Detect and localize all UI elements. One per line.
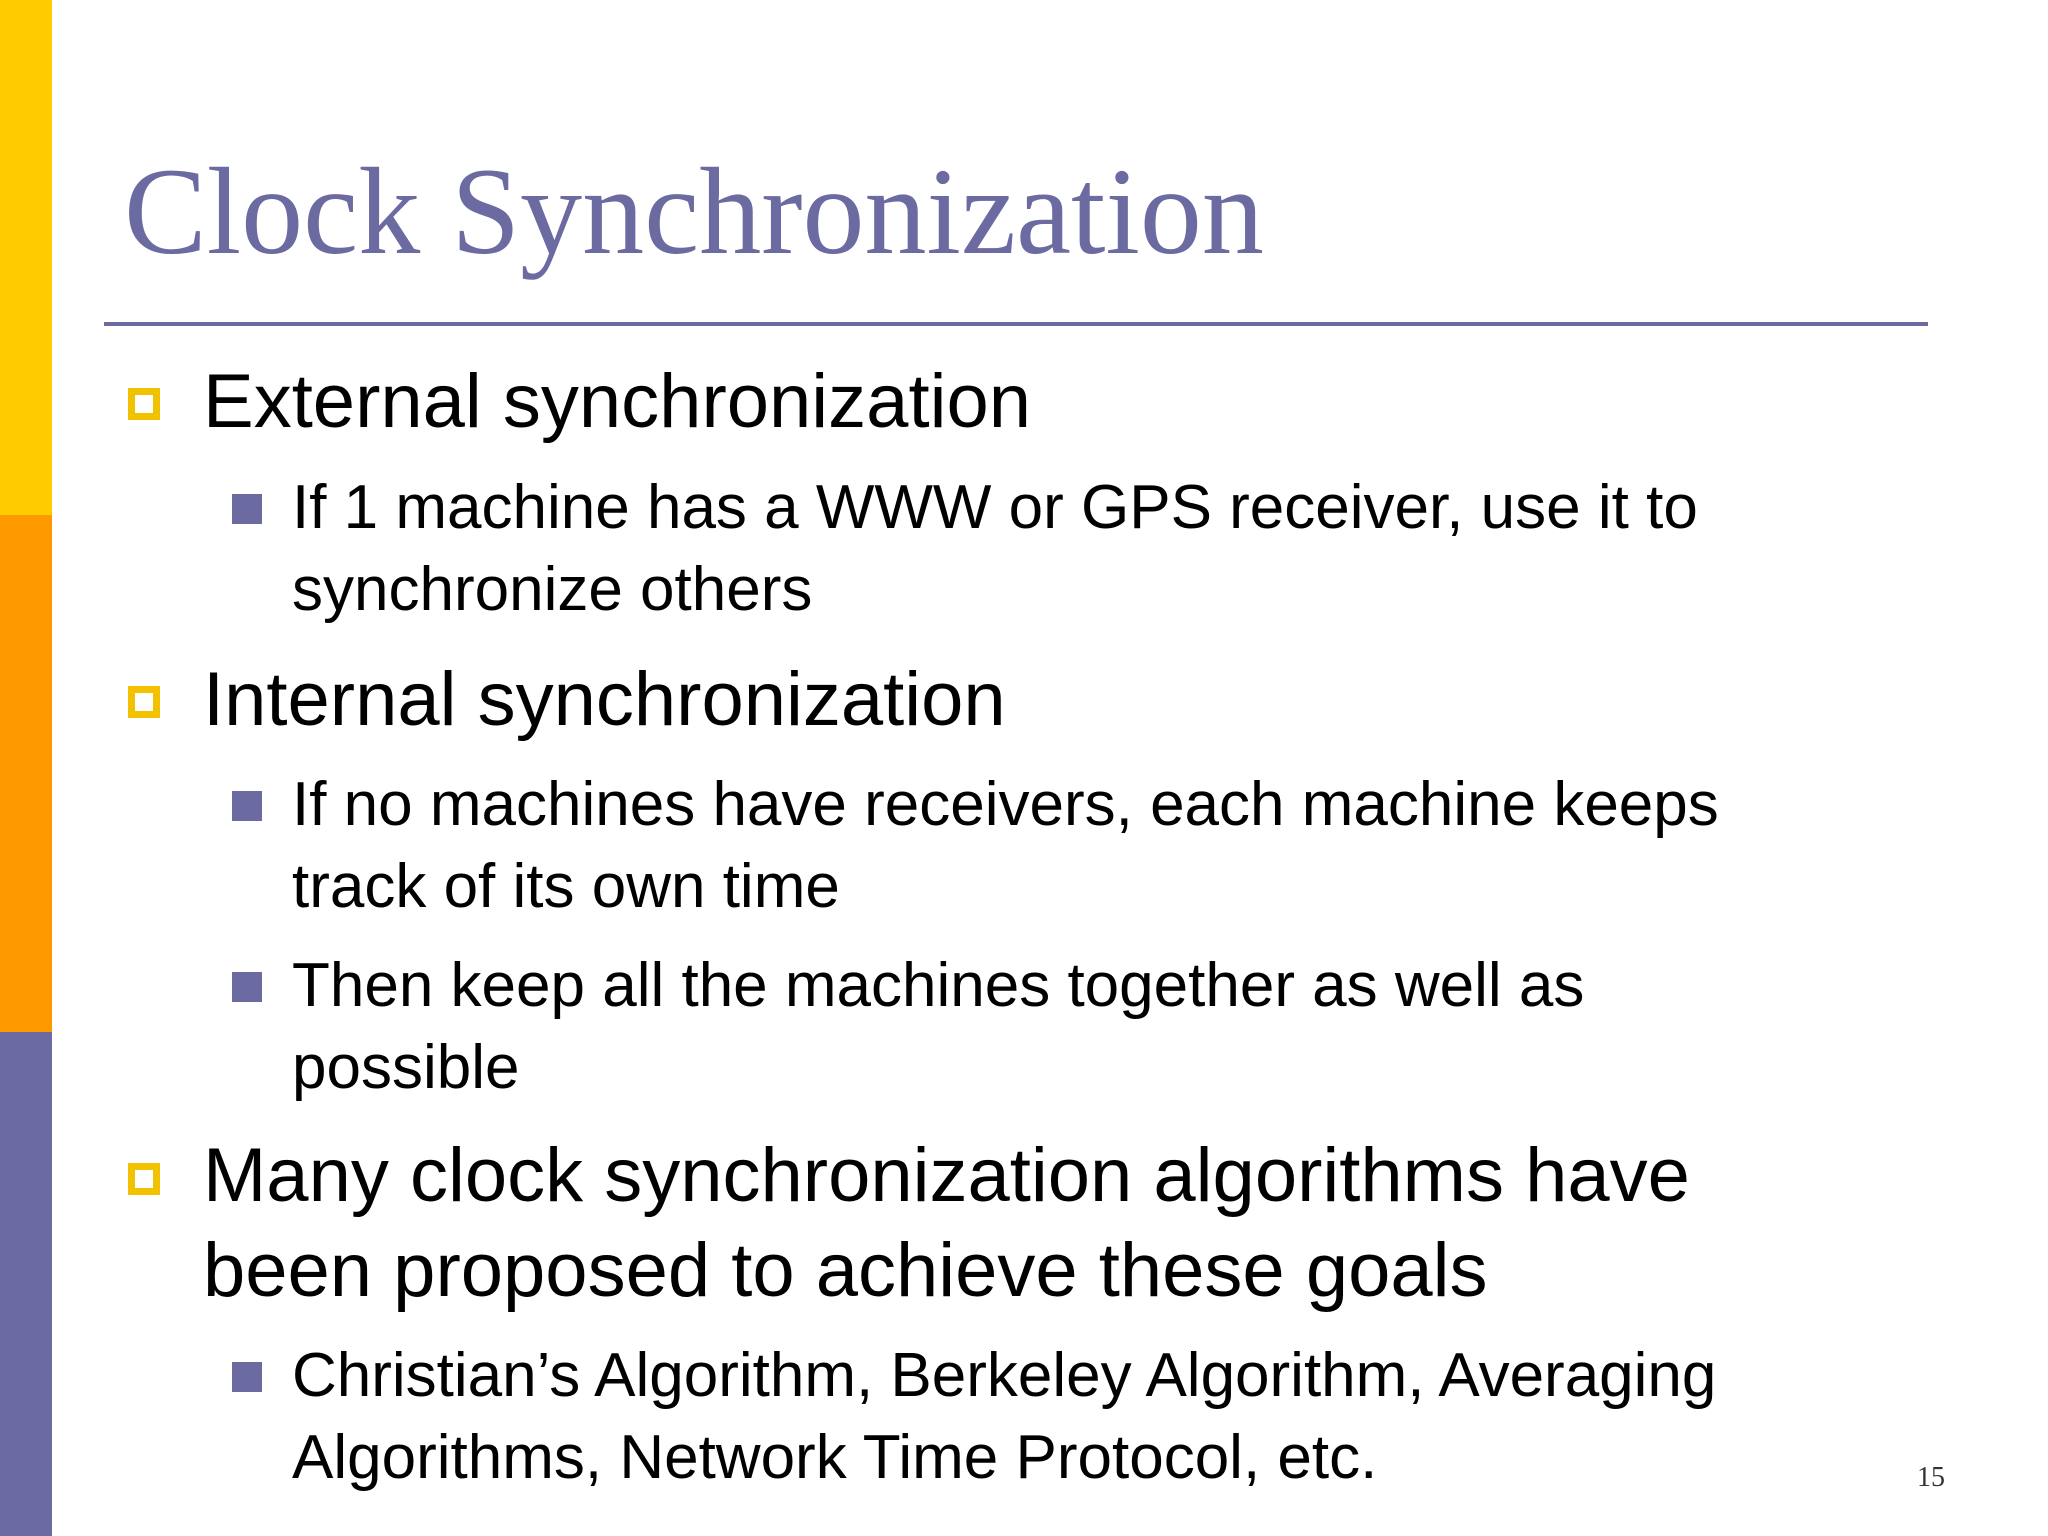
sidebar-accent: [0, 0, 52, 1536]
sidebar-segment-blue: [0, 1032, 52, 1536]
bullet-marker-internal: [128, 686, 160, 718]
sub-bullet-text-line: If 1 machine has a WWW or GPS receiver, use it to: [292, 473, 1698, 542]
sub-bullet-text-line: Algorithms, Network Time Protocol, etc.: [292, 1423, 1378, 1492]
sub-bullet-text-line: track of its own time: [292, 852, 840, 921]
bullet-marker-external: [128, 388, 160, 420]
sidebar-segment-orange: [0, 515, 52, 1032]
sub-bullet-text-line: possible: [292, 1033, 520, 1102]
sub-bullet-text-line: Then keep all the machines together as well as: [292, 951, 1585, 1020]
sidebar-segment-yellow: [0, 0, 52, 515]
sub-bullet-text-line: If no machines have receivers, each machine keeps: [292, 770, 1719, 839]
title-divider: [104, 322, 1928, 326]
slide-title: Clock Synchronization: [124, 143, 1264, 280]
sub-bullet-marker: [232, 972, 262, 1002]
sub-bullet-text-line: Christian’s Algorithm, Berkeley Algorithm, Averaging: [292, 1341, 1717, 1410]
page-number: 15: [1917, 1462, 1945, 1493]
bullet-marker-algorithms: [128, 1163, 160, 1195]
bullet-internal-synchronization: Internal synchronization: [203, 657, 1006, 742]
bullet-external-synchronization: External synchronization: [203, 359, 1031, 444]
sub-bullet-text-line: synchronize others: [292, 555, 813, 624]
bullet-algorithms-text-line: Many clock synchronization algorithms have: [203, 1133, 1690, 1218]
sub-bullet-marker: [232, 791, 262, 821]
sub-bullet-marker: [232, 1362, 262, 1392]
bullet-algorithms-text-line: been proposed to achieve these goals: [203, 1228, 1488, 1313]
sub-bullet-marker: [232, 494, 262, 524]
